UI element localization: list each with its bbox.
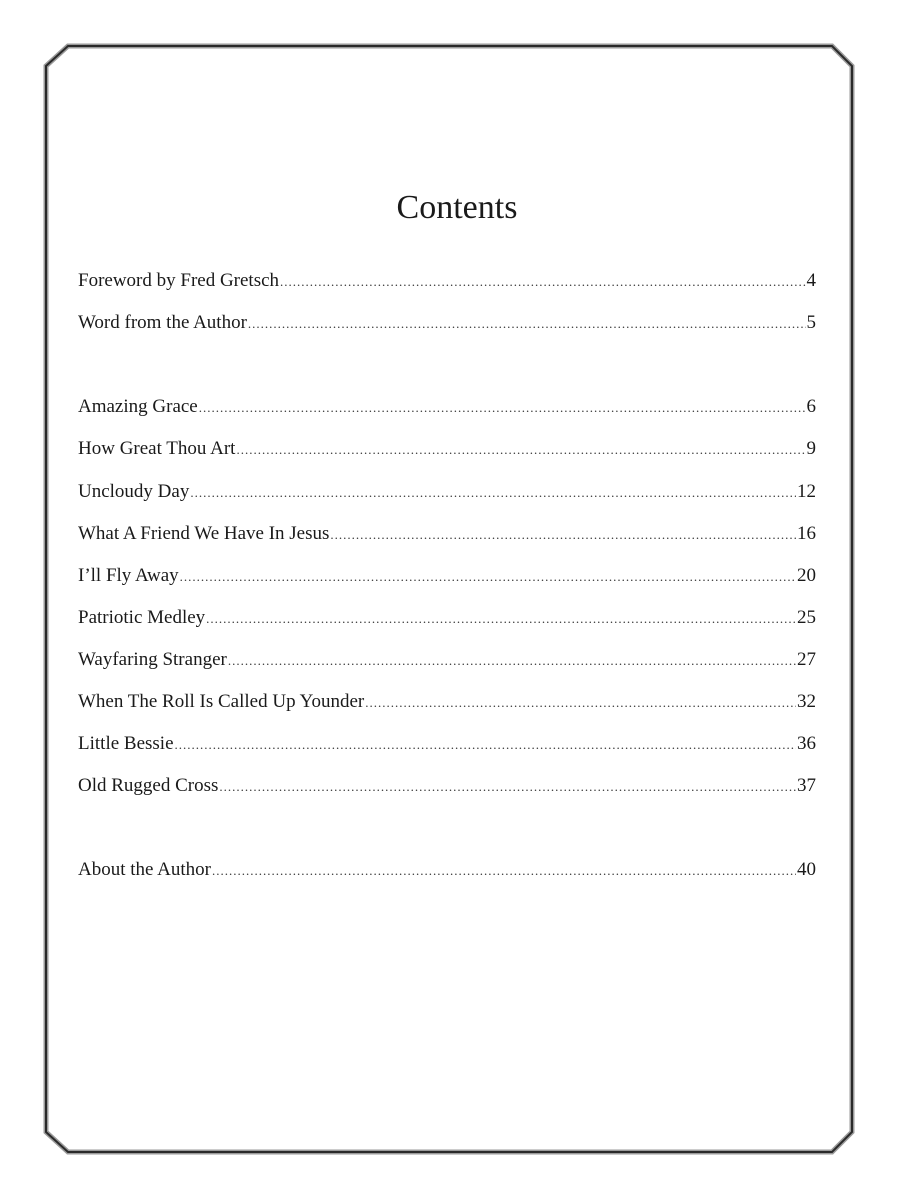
dot-leader	[212, 856, 796, 886]
toc-page-number: 5	[806, 312, 816, 333]
toc-page-number: 40	[797, 859, 816, 880]
toc-row-uncloudy-day[interactable]	[78, 477, 816, 507]
toc-entry-title: Uncloudy Day	[78, 481, 190, 502]
toc-page-number: 9	[806, 438, 816, 459]
page-title: Contents	[396, 189, 518, 226]
toc-page-number: 20	[797, 565, 816, 586]
toc-row-when-the-roll[interactable]	[78, 687, 816, 717]
dot-leader	[219, 772, 796, 802]
dot-leader	[280, 267, 805, 297]
toc-row-wayfaring-stranger[interactable]	[78, 645, 816, 675]
dot-leader	[175, 730, 796, 760]
dot-leader	[228, 646, 796, 676]
toc-row-what-a-friend[interactable]	[78, 519, 816, 549]
toc-entry-title: Word from the Author	[78, 312, 247, 333]
table-of-contents	[78, 0, 816, 1200]
toc-entry-title: How Great Thou Art	[78, 438, 236, 459]
toc-page-number: 6	[806, 396, 816, 417]
toc-page-number: 16	[797, 523, 816, 544]
toc-page-number: 32	[797, 691, 816, 712]
dot-leader	[206, 604, 796, 634]
dot-leader	[180, 562, 796, 592]
toc-row-amazing-grace[interactable]	[78, 392, 816, 422]
toc-entry-title: Amazing Grace	[78, 396, 198, 417]
toc-row-patriotic-medley[interactable]	[78, 603, 816, 633]
toc-page-number: 4	[806, 270, 816, 291]
toc-page-number: 27	[797, 649, 816, 670]
toc-row-word-from-author[interactable]	[78, 308, 816, 338]
toc-entry-title: When The Roll Is Called Up Younder	[78, 691, 365, 712]
toc-entry-title: Patriotic Medley	[78, 607, 206, 628]
dot-leader	[199, 393, 806, 423]
toc-row-how-great-thou-art[interactable]	[78, 434, 816, 464]
toc-entry-title: What A Friend We Have In Jesus	[78, 523, 330, 544]
toc-page-number: 36	[797, 733, 816, 754]
toc-entry-title: Old Rugged Cross	[78, 775, 219, 796]
dot-leader	[190, 478, 796, 508]
toc-row-foreword[interactable]	[78, 266, 816, 296]
dot-leader	[365, 688, 796, 718]
toc-entry-title: About the Author	[78, 859, 211, 880]
toc-page-number: 37	[797, 775, 816, 796]
toc-entry-title: I’ll Fly Away	[78, 565, 179, 586]
dot-leader	[236, 435, 805, 465]
toc-row-ill-fly-away[interactable]	[78, 561, 816, 591]
toc-page-number: 25	[797, 607, 816, 628]
toc-page-number: 12	[797, 481, 816, 502]
toc-row-old-rugged-cross[interactable]	[78, 771, 816, 801]
dot-leader	[330, 520, 796, 550]
toc-row-little-bessie[interactable]	[78, 729, 816, 759]
toc-entry-title: Foreword by Fred Gretsch	[78, 270, 280, 291]
toc-entry-title: Little Bessie	[78, 733, 174, 754]
toc-entry-title: Wayfaring Stranger	[78, 649, 227, 670]
dot-leader	[248, 309, 806, 339]
toc-row-about-the-author[interactable]	[78, 855, 816, 885]
